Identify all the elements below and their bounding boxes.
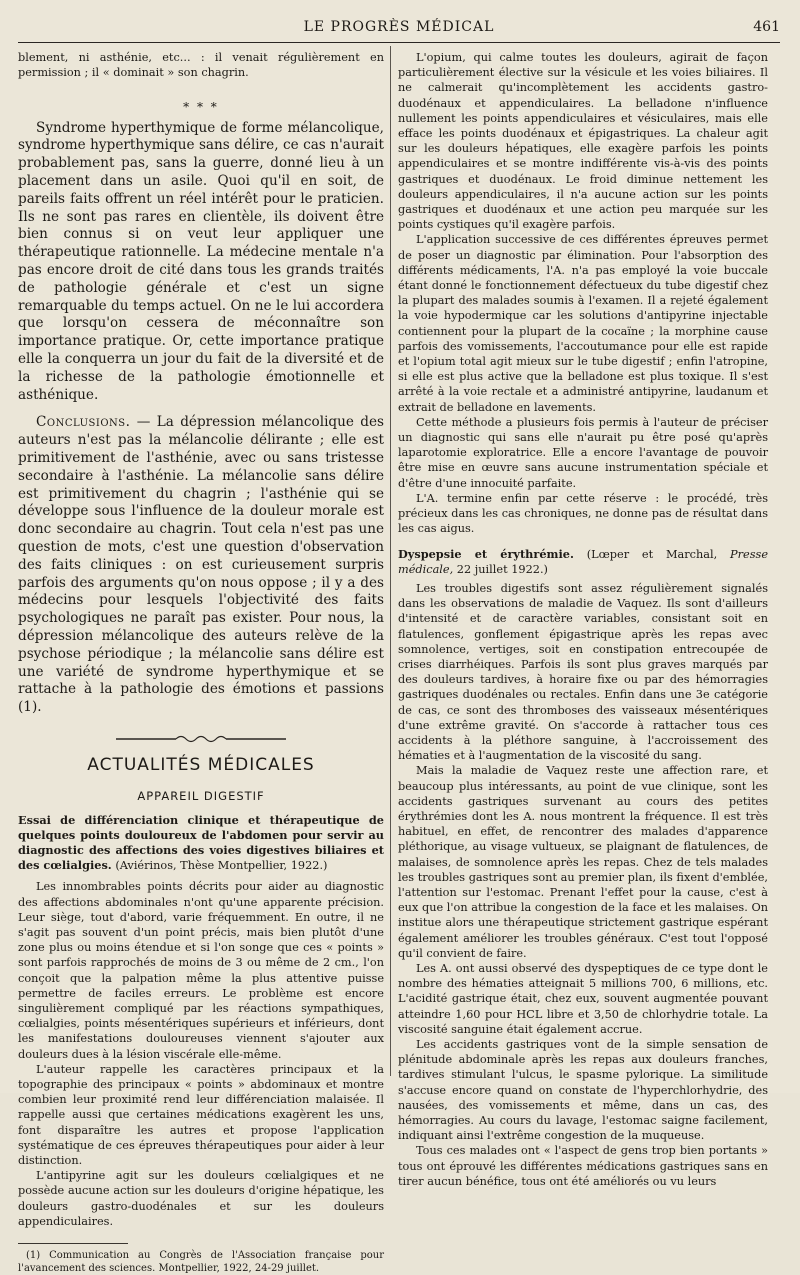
article-paragraph: L'opium, qui calme toutes les douleurs, agirait de façon particulièrement élective sur la vésicule et les voies biliaires. Il ne calmerait qu'incomplètement les accidents gastro-duodénaux et appendiculaires. La belladone n'influence nullement les points appendiculaires et vésiculaires, mais elle efface les points duodénaux et épigastriques. La chaleur agit sur les douleurs hépatiques, elle exagère parfois les points appendiculaires et se montre indifférente vis-à-vis des points gastriques et duodénaux. Le froid diminue nettement les douleurs appendiculaires, il n'a aucune action sur les points gastriques et duodénaux et une action peu marquée sur les points cystiques qu'il exagère parfois. <box>398 51 768 232</box>
article-paragraph: L'application successive de ces différentes épreuves permet de poser un diagnostic par élimination. Pour l'absorption des différents médicaments, l'A. n'a pas employé la voie buccale étant donné le fonctionnement défectueux du tube digestif chez la plupart des malades soumis à l'examen. Il a rejeté également la voie hypodermique car les solutions d'antipyrine injectable contiennent pour la plupart de la cocaïne ; la morphine cause parfois des vomissements, l'accoutumance pour elle est rapide et l'opium total agit mieux sur le tube digestif ; enfin l'atropine, si elle est plus active que la belladone est plus toxique. Il s'est arrêté à la voie rectale et a administré antipyrine, laudanum et extrait de belladone en lavements. <box>398 233 768 414</box>
syndrome-paragraph: Syndrome hyperthymique de forme mélancolique, syndrome hyperthymique sans délire, ce cas n'aurait probablement pas, sans la guerre, donné lieu à un placement dans un asile. Quoi qu'il en soit, de pareils faits offrent un réel intérêt pour le praticien. Ils ne sont pas rares en clientèle, ils doivent être bien connus si on veut leur appliquer une thérapeutique rationnelle. La médecine mentale n'a pas encore droit de cité dans tous les grands traités de pathologie générale et c'est un signe remarquable du temps actuel. On ne le lui accordera que lorsqu'on cessera de méconnaître son importance pratique. Or, cette importance pratique elle la conquerra un jour du fait de la diversité et de la richesse de la pathologie émotionnelle et asthénique. <box>18 119 384 403</box>
page-number: 461 <box>753 19 780 35</box>
footnote: (1) Communication au Congrès de l'Association française pour l'avancement des sciences. Montpellier, 1922, 24-29 juillet. <box>18 1250 384 1274</box>
left-column <box>18 50 384 1275</box>
article-title-text: Essai de différenciation clinique et thérapeutique de quelques points douloureux de l'abdomen pour servir au diagnostic des affections des voies digestives biliaires et des cœlialgies. <box>18 812 384 873</box>
journal-title: LE PROGRÈS MÉDICAL <box>303 19 495 35</box>
article-paragraph: L'A. termine enfin par cette réserve : le procédé, très précieux dans les cas chroniques, ne donne pas de résultat dans les cas aigus. <box>398 491 768 536</box>
article-paragraph: Tous ces malades ont « l'aspect de gens trop bien portants » tous ont éprouvé les différentes médications gastriques sans en tirer aucun bénéfice, tous ont été améliorés ou vu leurs <box>398 1144 768 1188</box>
conclusions-label: Conclusions. <box>36 414 131 431</box>
article-journal: Presse médicale, <box>398 547 768 576</box>
article-paragraph: Les A. ont aussi observé des dyspeptiques de ce type dont le nombre des hématies atteignait 5 millions 700, 6 millions, etc. L'acidité gastrique était, chez eux, souvent augmentée pouvant atteindre 1,60 pour HCL libre et 3,50 de chlorhydrie totale. La viscosité sanguine était également accrue. <box>398 961 768 1036</box>
column-divider <box>390 46 391 1076</box>
article-paragraph: Les innombrables points décrits pour aider au diagnostic des affections abdominales n'ont qu'une apparente précision. Leur siège, tout d'abord, varie fréquemment. En outre, il ne s'agit pas souvent d'un point précis, mais bien plutôt d'une zone plus ou moins étendue et si l'on songe que ces « points » sont parfois rapprochés de moins de 3 ou même de 2 cm., l'on conçoit que la palpation même la plus attentive puisse permettre de faciles erreurs. Le problème est encore singulièrement compliqué par les réactions sympathiques, cœlialgies, points mésentériques supérieurs et inférieurs, dont les manifestations douloureuses viennent s'ajouter aux douleurs dues à la lésion viscérale elle-même. <box>18 880 384 1061</box>
article-title-essai <box>18 813 384 874</box>
section-title: ACTUALITÉS MÉDICALES <box>87 755 315 776</box>
article-title-dyspepsie <box>398 547 768 577</box>
separator-ornament <box>116 734 286 744</box>
page-header <box>18 18 780 43</box>
right-column <box>398 50 768 1189</box>
article-paragraph: Cette méthode a plusieurs fois permis à l'auteur de préciser un diagnostic qui sans elle n'aurait pu être posé qu'après laparotomie exploratrice. Elle a encore l'avantage de pouvoir être mise en œuvre sans aucune instrumentation spéciale et d'être d'une innocuité parfaite. <box>398 415 768 490</box>
article-authors: (Lœper et Marchal, <box>573 547 731 561</box>
article-reference: (Aviérinos, Thèse Montpellier, 1922.) <box>111 859 328 873</box>
footnote-rule <box>18 1243 128 1244</box>
article-date: 22 juillet 1922.) <box>453 562 548 576</box>
ornamental-separator <box>18 733 384 748</box>
conclusions-text: — La dépression mélancolique des auteurs n'est pas la mélancolie délirante ; elle est primitivement de l'asthénie, avec ou sans tristesse secondaire à l'asthénie. La mélancolie sans délire est primitivement du chagrin ; l'asthénie qui se développe sous l'influence de la douleur morale est donc secondaire au chagrin. Tout cela n'est pas une question de mots, c'est une question d'observation des faits cliniques : on est curieusement surpris parfois des arguments qu'on nous oppose ; il y a des médecins pour lesquels l'objectivité des faits psychologiques ne paraît pas exister. Pour nous, la dépression mélancolique des auteurs relève de la psychose périodique ; la mélancolie sans délire est une variété de syndrome hyperthymique et se rattache à la pathologie des émotions et passions (1). <box>18 414 384 716</box>
opening-paragraph: blement, ni asthénie, etc... : il venait régulièrement en permission ; il « dominait » son chagrin. <box>18 51 384 80</box>
subsection-title: APPAREIL DIGESTIF <box>137 789 265 804</box>
section-stars: * * * <box>183 100 219 115</box>
article-paragraph: Les troubles digestifs sont assez régulièrement signalés dans les observations de maladie de Vaquez. Ils sont d'ailleurs d'intensité et de caractère variables, consistant soit en flatulences, gonflement épigastrique après les repas avec somnolence, vertiges, soit en constipation entrecoupée de crises diarrhéiques. Parfois ils sont plus graves marqués par des douleurs tardives, à horaire fixe ou par des hémorragies gastriques duodénales ou rectales. Enfin dans une 3e catégorie de cas, ce sont des thromboses des vaisseaux mésentériques d'une extrême gravité. On s'accorde à rattacher tous ces accidents à la pléthore sanguine, à l'accroissement des hématies et à l'augmentation de la viscosité du sang. <box>398 581 768 763</box>
article-paragraph: L'antipyrine agit sur les douleurs cœlialgiques et ne possède aucune action sur les douleurs d'origine hépatique, les douleurs gastro-duodénales et sur les douleurs appendiculaires. <box>18 1169 384 1228</box>
article-paragraph: Les accidents gastriques vont de la simple sensation de plénitude abdominale après les repas aux douleurs franches, tardives stimulant l'ulcus, le spasme pylorique. La similitude s'accuse encore quand on constate de l'hyperchlorhydrie, des nausées, des vomissements et même, dans un cas, des hémorragies. Au cours du lavage, l'estomac saigne facilement, indiquant ainsi l'extrême congestion de la muqueuse. <box>398 1038 768 1143</box>
article-title-text: Dyspepsie et érythrémie. <box>398 546 574 561</box>
conclusions-paragraph <box>18 414 384 717</box>
article-paragraph: Mais la maladie de Vaquez reste une affection rare, et beaucoup plus intéressants, au point de vue clinique, sont les accidents gastriques survenant au cours des petites érythrémies dont les A. nous montrent la fréquence. Il est très habituel, en effet, de rencontrer des malades d'apparence pléthorique, au visage vultueux, se plaignant de flatulences, de malaises, de somnolence après les repas. Chez de tels malades les troubles gastriques sont au premier plan, ils fixent d'emblée, l'attention sur l'estomac. Prenant l'effet pour la cause, c'est à eux que l'on attribue la congestion de la face et les malaises. On institue alors une thérapeutique strictement gastrique espérant également améliorer les troubles généraux. C'est tout l'opposé qu'il convient de faire. <box>398 764 768 960</box>
article-paragraph: L'auteur rappelle les caractères principaux et la topographie des principaux « points » abdominaux et montre combien leur proximité rend leur différenciation malaisée. Il rappelle aussi que certaines médications exagèrent les uns, font disparaître les autres et propose l'application systématique de ces épreuves thérapeutiques pour aider à leur distinction. <box>18 1062 384 1167</box>
